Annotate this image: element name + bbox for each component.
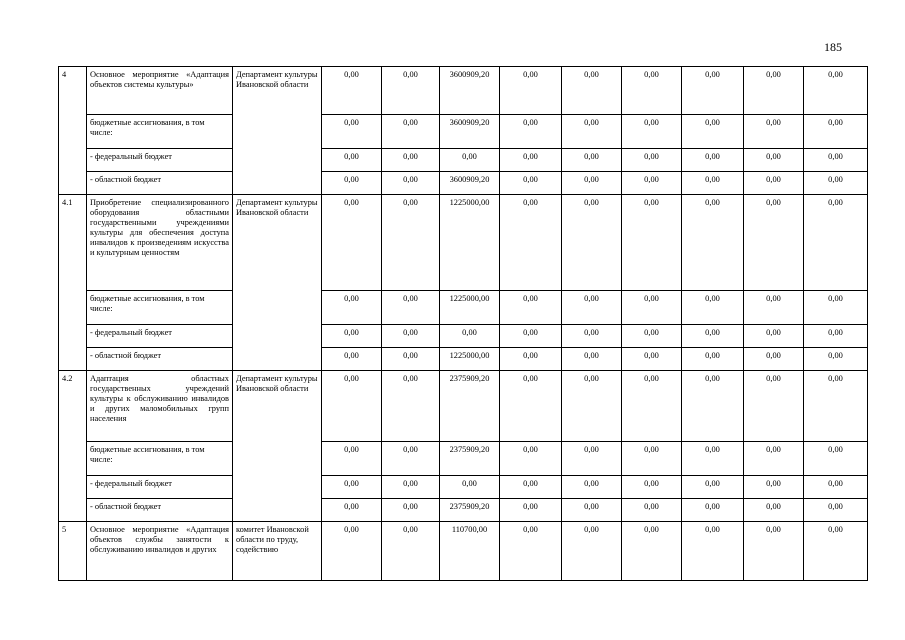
activity-name-cell: бюджетные ассигнования, в том числе: bbox=[87, 291, 233, 325]
amount-cell: 0,00 bbox=[500, 325, 562, 348]
amount-cell: 0,00 bbox=[382, 476, 440, 499]
amount-cell: 0,00 bbox=[804, 67, 868, 115]
amount-cell: 0,00 bbox=[804, 115, 868, 149]
amount-cell: 0,00 bbox=[804, 476, 868, 499]
activity-name-cell: - федеральный бюджет bbox=[87, 149, 233, 172]
table-row bbox=[59, 291, 868, 325]
amount-cell: 0,00 bbox=[682, 499, 744, 522]
amount-cell: 2375909,20 bbox=[440, 371, 500, 442]
amount-cell: 0,00 bbox=[744, 291, 804, 325]
activity-name-cell: - областной бюджет bbox=[87, 499, 233, 522]
budget-table bbox=[58, 66, 868, 581]
amount-cell: 1225000,00 bbox=[440, 195, 500, 291]
amount-cell: 0,00 bbox=[804, 325, 868, 348]
amount-cell: 0,00 bbox=[744, 476, 804, 499]
amount-cell: 0,00 bbox=[744, 348, 804, 371]
amount-cell: 0,00 bbox=[804, 172, 868, 195]
amount-cell: 0,00 bbox=[562, 195, 622, 291]
amount-cell: 0,00 bbox=[322, 149, 382, 172]
amount-cell: 1225000,00 bbox=[440, 291, 500, 325]
amount-cell: 0,00 bbox=[322, 371, 382, 442]
amount-cell: 0,00 bbox=[500, 291, 562, 325]
table-row bbox=[59, 67, 868, 115]
amount-cell: 0,00 bbox=[500, 442, 562, 476]
amount-cell: 0,00 bbox=[622, 67, 682, 115]
amount-cell: 0,00 bbox=[744, 115, 804, 149]
amount-cell: 0,00 bbox=[744, 371, 804, 442]
amount-cell: 0,00 bbox=[322, 115, 382, 149]
table-row bbox=[59, 371, 868, 442]
table-row bbox=[59, 325, 868, 348]
activity-name-cell: - федеральный бюджет bbox=[87, 476, 233, 499]
amount-cell: 0,00 bbox=[804, 371, 868, 442]
amount-cell: 0,00 bbox=[804, 348, 868, 371]
amount-cell: 0,00 bbox=[382, 499, 440, 522]
amount-cell: 0,00 bbox=[682, 149, 744, 172]
amount-cell: 0,00 bbox=[562, 522, 622, 581]
amount-cell: 0,00 bbox=[322, 499, 382, 522]
activity-name-cell: - областной бюджет bbox=[87, 172, 233, 195]
amount-cell: 0,00 bbox=[804, 522, 868, 581]
amount-cell: 0,00 bbox=[562, 291, 622, 325]
executor-cell: Департамент культуры Ивановской области bbox=[233, 195, 322, 371]
activity-name-cell: - областной бюджет bbox=[87, 348, 233, 371]
amount-cell: 0,00 bbox=[804, 499, 868, 522]
amount-cell: 0,00 bbox=[500, 499, 562, 522]
amount-cell: 0,00 bbox=[744, 195, 804, 291]
executor-cell: Департамент культуры Ивановской области bbox=[233, 371, 322, 522]
amount-cell: 0,00 bbox=[562, 115, 622, 149]
amount-cell: 0,00 bbox=[562, 149, 622, 172]
amount-cell: 0,00 bbox=[440, 476, 500, 499]
amount-cell: 0,00 bbox=[682, 291, 744, 325]
amount-cell: 0,00 bbox=[682, 195, 744, 291]
amount-cell: 0,00 bbox=[562, 499, 622, 522]
amount-cell: 0,00 bbox=[622, 522, 682, 581]
amount-cell: 0,00 bbox=[322, 172, 382, 195]
table-row bbox=[59, 195, 868, 291]
amount-cell: 0,00 bbox=[622, 348, 682, 371]
amount-cell: 0,00 bbox=[744, 442, 804, 476]
amount-cell: 0,00 bbox=[804, 291, 868, 325]
amount-cell: 0,00 bbox=[682, 442, 744, 476]
amount-cell: 0,00 bbox=[382, 67, 440, 115]
amount-cell: 0,00 bbox=[622, 172, 682, 195]
amount-cell: 0,00 bbox=[500, 371, 562, 442]
amount-cell: 0,00 bbox=[440, 325, 500, 348]
amount-cell: 0,00 bbox=[322, 195, 382, 291]
amount-cell: 110700,00 bbox=[440, 522, 500, 581]
row-number-cell: 4.2 bbox=[59, 371, 87, 522]
amount-cell: 0,00 bbox=[440, 149, 500, 172]
row-number-cell: 4.1 bbox=[59, 195, 87, 371]
amount-cell: 0,00 bbox=[500, 67, 562, 115]
amount-cell: 0,00 bbox=[622, 499, 682, 522]
amount-cell: 0,00 bbox=[622, 149, 682, 172]
amount-cell: 3600909,20 bbox=[440, 115, 500, 149]
amount-cell: 0,00 bbox=[382, 115, 440, 149]
amount-cell: 3600909,20 bbox=[440, 67, 500, 115]
amount-cell: 0,00 bbox=[382, 371, 440, 442]
amount-cell: 0,00 bbox=[500, 172, 562, 195]
activity-name-cell: - федеральный бюджет bbox=[87, 325, 233, 348]
amount-cell: 0,00 bbox=[622, 371, 682, 442]
amount-cell: 0,00 bbox=[682, 522, 744, 581]
amount-cell: 0,00 bbox=[622, 195, 682, 291]
amount-cell: 0,00 bbox=[682, 325, 744, 348]
amount-cell: 0,00 bbox=[622, 325, 682, 348]
amount-cell: 0,00 bbox=[382, 172, 440, 195]
amount-cell: 0,00 bbox=[562, 371, 622, 442]
amount-cell: 0,00 bbox=[682, 172, 744, 195]
amount-cell: 0,00 bbox=[500, 149, 562, 172]
amount-cell: 0,00 bbox=[562, 325, 622, 348]
amount-cell: 0,00 bbox=[562, 442, 622, 476]
amount-cell: 0,00 bbox=[804, 442, 868, 476]
amount-cell: 0,00 bbox=[562, 348, 622, 371]
executor-cell: комитет Ивановской области по труду, содействию bbox=[233, 522, 322, 581]
amount-cell: 0,00 bbox=[382, 291, 440, 325]
amount-cell: 0,00 bbox=[322, 291, 382, 325]
amount-cell: 0,00 bbox=[804, 149, 868, 172]
page-number: 185 bbox=[824, 40, 842, 54]
amount-cell: 0,00 bbox=[622, 115, 682, 149]
activity-name-cell: Основное мероприятие «Адаптация объектов службы занятости к обслуживанию инвалидов и других bbox=[87, 522, 233, 581]
amount-cell: 0,00 bbox=[322, 67, 382, 115]
amount-cell: 0,00 bbox=[382, 348, 440, 371]
table-row bbox=[59, 348, 868, 371]
table-row bbox=[59, 149, 868, 172]
amount-cell: 0,00 bbox=[382, 522, 440, 581]
amount-cell: 0,00 bbox=[500, 476, 562, 499]
amount-cell: 0,00 bbox=[382, 325, 440, 348]
amount-cell: 0,00 bbox=[744, 522, 804, 581]
amount-cell: 0,00 bbox=[500, 522, 562, 581]
table-row bbox=[59, 499, 868, 522]
activity-name-cell: Адаптация областных государственных учреждений культуры к обслуживанию инвалидов и других маломобильных групп населения bbox=[87, 371, 233, 442]
amount-cell: 0,00 bbox=[744, 149, 804, 172]
amount-cell: 0,00 bbox=[322, 325, 382, 348]
activity-name-cell: бюджетные ассигнования, в том числе: bbox=[87, 115, 233, 149]
table-row bbox=[59, 172, 868, 195]
amount-cell: 3600909,20 bbox=[440, 172, 500, 195]
amount-cell: 0,00 bbox=[562, 476, 622, 499]
activity-name-cell: Приобретение специализированного оборудования областными государственными учреждениями культуры для обеспечения доступа инвалидов к произведениям искусства и культурным ценностям bbox=[87, 195, 233, 291]
amount-cell: 0,00 bbox=[744, 172, 804, 195]
amount-cell: 0,00 bbox=[562, 67, 622, 115]
table-row bbox=[59, 442, 868, 476]
row-number-cell: 4 bbox=[59, 67, 87, 195]
activity-name-cell: Основное мероприятие «Адаптация объектов системы культуры» bbox=[87, 67, 233, 115]
amount-cell: 0,00 bbox=[500, 348, 562, 371]
amount-cell: 0,00 bbox=[382, 149, 440, 172]
amount-cell: 0,00 bbox=[322, 442, 382, 476]
table-row bbox=[59, 115, 868, 149]
row-number-cell: 5 bbox=[59, 522, 87, 581]
amount-cell: 2375909,20 bbox=[440, 442, 500, 476]
table-row bbox=[59, 522, 868, 581]
amount-cell: 0,00 bbox=[322, 476, 382, 499]
amount-cell: 0,00 bbox=[682, 67, 744, 115]
amount-cell: 0,00 bbox=[500, 195, 562, 291]
amount-cell: 0,00 bbox=[744, 67, 804, 115]
amount-cell: 0,00 bbox=[804, 195, 868, 291]
amount-cell: 2375909,20 bbox=[440, 499, 500, 522]
amount-cell: 1225000,00 bbox=[440, 348, 500, 371]
amount-cell: 0,00 bbox=[622, 442, 682, 476]
amount-cell: 0,00 bbox=[322, 522, 382, 581]
amount-cell: 0,00 bbox=[382, 195, 440, 291]
amount-cell: 0,00 bbox=[562, 172, 622, 195]
executor-cell: Департамент культуры Ивановской области bbox=[233, 67, 322, 195]
amount-cell: 0,00 bbox=[500, 115, 562, 149]
amount-cell: 0,00 bbox=[382, 442, 440, 476]
amount-cell: 0,00 bbox=[322, 348, 382, 371]
amount-cell: 0,00 bbox=[744, 325, 804, 348]
amount-cell: 0,00 bbox=[682, 115, 744, 149]
amount-cell: 0,00 bbox=[682, 371, 744, 442]
table-row bbox=[59, 476, 868, 499]
amount-cell: 0,00 bbox=[622, 476, 682, 499]
amount-cell: 0,00 bbox=[682, 348, 744, 371]
amount-cell: 0,00 bbox=[622, 291, 682, 325]
activity-name-cell: бюджетные ассигнования, в том числе: bbox=[87, 442, 233, 476]
amount-cell: 0,00 bbox=[682, 476, 744, 499]
amount-cell: 0,00 bbox=[744, 499, 804, 522]
